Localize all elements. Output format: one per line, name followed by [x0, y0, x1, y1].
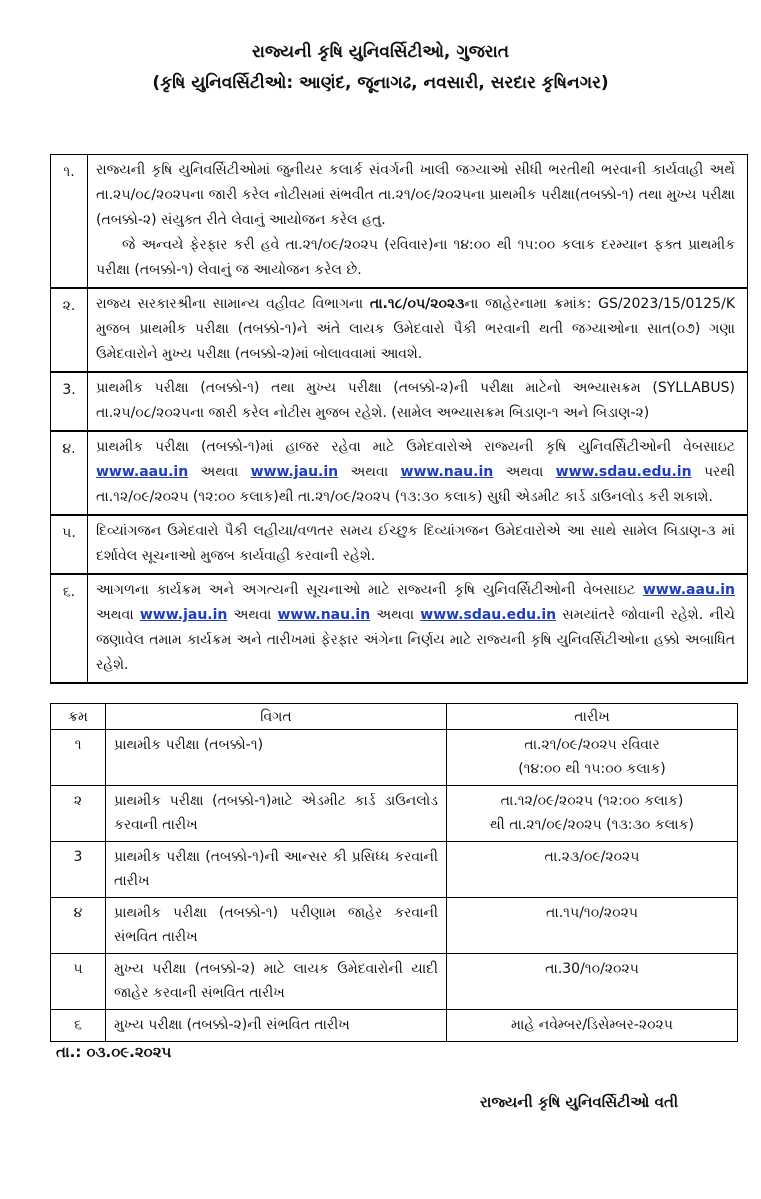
row-date-line: તા.૧૨/૦૯/૨૦૨૫ (૧૨:૦૦ કલાક): [500, 793, 684, 809]
notice-number: ૧.: [51, 155, 88, 289]
issue-date: તા.: ૦૩.૦૯.૨૦૨૫: [56, 1043, 172, 1061]
notice-paragraph: જે અન્વયે ફેરફાર કરી હવે તા.૨૧/૦૯/૨૦૨૫ (રવિવાર)ના ૧૪:૦૦ થી ૧૫:૦૦ કલાક દરમ્યાન ફક્ત પ્રાથમીક પરીક્ષા (તબક્કો-૧) લેવાનું જ આયોજન કરેલ છે.: [96, 237, 735, 278]
table-row: [51, 730, 738, 786]
table-row: [51, 898, 738, 954]
link-nau[interactable]: www.nau.in: [277, 607, 371, 623]
row-serial: ૧: [51, 730, 106, 786]
notice-text-part: અથવા: [96, 607, 140, 623]
notice-number: ૫.: [51, 515, 88, 574]
row-date: [447, 954, 738, 1010]
notice-number: ૪.: [51, 431, 88, 515]
notice-text-part: પ્રાથમીક પરીક્ષા (તબક્કો-૧)માં હાજર રહેવા માટે ઉમેદવારોએ રાજ્યની કૃષિ યુનિવર્સિટીઓની વેબસાઇટ: [96, 439, 735, 455]
column-header-serial: ક્રમ: [51, 704, 106, 730]
table-row: [51, 954, 738, 1010]
notice-number: ૬.: [51, 574, 88, 683]
row-date: [447, 898, 738, 954]
notice-text-part: રાજ્ય સરકારશ્રીના સામાન્ય વહીવટ વિભાગના: [96, 296, 370, 312]
notice-row: [51, 431, 748, 515]
notice-text-part: અથવા: [370, 607, 421, 623]
row-date-line: માહે નવેમ્બર/ડિસેમ્બર-૨૦૨૫: [511, 1017, 673, 1033]
notice-text-part: અથવા: [338, 464, 401, 480]
notice-text: દિવ્યાંગજન ઉમેદવારો પૈકી લહીયા/વળતર સમય ઈચ્છુક દિવ્યાંગજન ઉમેદવારોએ આ સાથે સામેલ બિડાણ-૩ માં દર્શાવેલ સૂચનાઓ મુજબ કાર્યવાહી કરવાની રહેશે.: [88, 515, 748, 574]
row-date-line: (૧૪:૦૦ થી ૧૫:૦૦ કલાક): [518, 761, 666, 777]
link-aau[interactable]: www.aau.in: [96, 464, 189, 480]
table-row: [51, 786, 738, 842]
row-detail: પ્રાથમીક પરીક્ષા (તબક્કો-૧) પરીણામ જાહેર કરવાની સંભવિત તારીખ: [106, 898, 447, 954]
table-row: [51, 842, 738, 898]
signatory: રાજ્યની કૃષિ યુનિવર્સિટીઓ વતી: [480, 1093, 679, 1111]
table-row: [51, 1010, 738, 1042]
column-header-date: તારીખ: [447, 704, 738, 730]
link-aau[interactable]: www.aau.in: [642, 582, 735, 598]
row-date-line: થી તા.૨૧/૦૯/૨૦૨૫ (૧૩:૩૦ કલાક): [490, 817, 694, 833]
row-detail: પ્રાથમીક પરીક્ષા (તબક્કો-૧)માટે એડમીટ કાર્ડ ડાઉનલોડ કરવાની તારીખ: [106, 786, 447, 842]
notice-row: [51, 515, 748, 574]
notice-row: [51, 372, 748, 431]
notice-text: [88, 288, 748, 372]
link-sdau[interactable]: www.sdau.edu.in: [420, 607, 557, 623]
row-serial: ૬: [51, 1010, 106, 1042]
document-title: રાજ્યની કૃષિ યુનિવર્સિટીઓ, ગુજરાત: [251, 42, 510, 62]
row-date: [447, 786, 738, 842]
notice-text-part: અથવા: [188, 464, 251, 480]
notice-row: [51, 288, 748, 372]
row-date-line: તા.૨૩/૦૯/૨૦૨૫: [544, 849, 640, 865]
notice-text-part: અથવા: [493, 464, 556, 480]
schedule-table: [50, 703, 738, 1042]
row-detail: પ્રાથમીક પરીક્ષા (તબક્કો-૧): [106, 730, 447, 786]
notice-text-part: સમયાંતરે જોવાની રહેશે. નીચે જણાવેલ તમામ કાર્યક્રમ અને તારીખમાં ફેરફાર અંગેના નિર્ણય માટે રાજ્યની કૃષિ યુનિવર્સિટીઓના હક્કો અબાધિત રહેશે.: [96, 607, 736, 673]
document-header: [0, 40, 761, 96]
schedule-header-row: [51, 704, 738, 730]
notice-text: [88, 431, 748, 515]
notification-date: તા.૧૮/૦૫/૨૦૨૩: [369, 296, 465, 312]
document-subtitle: (કૃષિ યુનિવર્સિટીઓ: આણંદ, જૂનાગઢ, નવસારી, સરદાર કૃષિનગર): [152, 73, 609, 93]
row-date: [447, 842, 738, 898]
notice-number: ૨.: [51, 288, 88, 372]
row-serial: 3: [51, 842, 106, 898]
column-header-detail: વિગત: [106, 704, 447, 730]
notice-text: પ્રાથમીક પરીક્ષા (તબક્કો-૧) તથા મુખ્ય પરીક્ષા (તબક્કો-૨)ની પરીક્ષા માટેનો અભ્યાસક્રમ (SYLLABUS) તા.૨૫/૦૮/૨૦૨૫ના જારી કરેલ નોટીસ મુજબ રહેશે. (સામેલ અભ્યાસક્રમ બિડાણ-૧ અને બિડાણ-૨): [88, 372, 748, 431]
row-detail: મુખ્ય પરીક્ષા (તબક્કો-૨)ની સંભવિત તારીખ: [106, 1010, 447, 1042]
row-date: [447, 730, 738, 786]
notice-table: [50, 154, 748, 684]
notice-text-part: અથવા: [227, 607, 278, 623]
row-date: [447, 1010, 738, 1042]
link-jau[interactable]: www.jau.in: [139, 607, 228, 623]
notice-number: 3.: [51, 372, 88, 431]
row-serial: ૪: [51, 898, 106, 954]
notice-text-part: ના જાહેરનામા ક્રમાંક: GS/2023/15/0125/K મુજબ પ્રાથમીક પરીક્ષા (તબક્કો-૧)ને અંતે લાયક ઉમેદવારો પૈકી ભરવાની થતી જગ્યાઓના સાત(૦૭) ગણા ઉમેદવારોને મુખ્ય પરીક્ષા (તબક્કો-૨)માં બોલાવવામાં આવશે.: [96, 296, 735, 362]
row-serial: ૨: [51, 786, 106, 842]
link-sdau[interactable]: www.sdau.edu.in: [555, 464, 692, 480]
notice-text-part: આગળના કાર્યક્રમ અને અગત્યની સૂચનાઓ માટે રાજ્યની કૃષિ યુનિવર્સિટીઓની વેબસાઇટ: [96, 582, 643, 598]
link-jau[interactable]: www.jau.in: [250, 464, 339, 480]
notice-row: [51, 155, 748, 289]
row-date-line: તા.30/૧૦/૨૦૨૫: [545, 961, 639, 977]
row-date-line: તા.૧૫/૧૦/૨૦૨૫: [545, 905, 638, 921]
row-detail: પ્રાથમીક પરીક્ષા (તબક્કો-૧)ની આન્સર કી પ્રસિધ્ધ કરવાની તારીખ: [106, 842, 447, 898]
row-detail: મુખ્ય પરીક્ષા (તબક્કો-૨) માટે લાયક ઉમેદવારોની યાદી જાહેર કરવાની સંભવિત તારીખ: [106, 954, 447, 1010]
row-date-line: તા.૨૧/૦૯/૨૦૨૫ રવિવાર: [524, 737, 660, 753]
notice-text: [88, 155, 748, 289]
notice-row: [51, 574, 748, 683]
notice-text-part: પરથી તા.૧૨/૦૯/૨૦૨૫ (૧૨:૦૦ કલાક)થી તા.૨૧/૦૯/૨૦૨૫ (૧૩:૩૦ કલાક) સુધી એડમીટ કાર્ડ ડાઉનલોડ કરી શકાશે.: [96, 464, 736, 505]
link-nau[interactable]: www.nau.in: [400, 464, 494, 480]
row-serial: ૫: [51, 954, 106, 1010]
notice-paragraph: રાજ્યની કૃષિ યુનિવર્સિટીઓમાં જુનીયર કલાર્ક સંવર્ગની ખાલી જગ્યાઓ સીધી ભરતીથી ભરવાની કાર્યવાહી અર્થે તા.૨૫/૦૮/૨૦૨૫ના જારી કરેલ નોટીસમાં સંભવીત તા.૨૧/૦૯/૨૦૨૫ના પ્રાથમીક પરીક્ષા(તબક્કો-૧) તથા મુખ્ય પરીક્ષા (તબક્કો-૨) સંયુક્ત રીતે લેવાનું આયોજન કરેલ હતુ.: [96, 162, 735, 228]
notice-text: [88, 574, 748, 683]
